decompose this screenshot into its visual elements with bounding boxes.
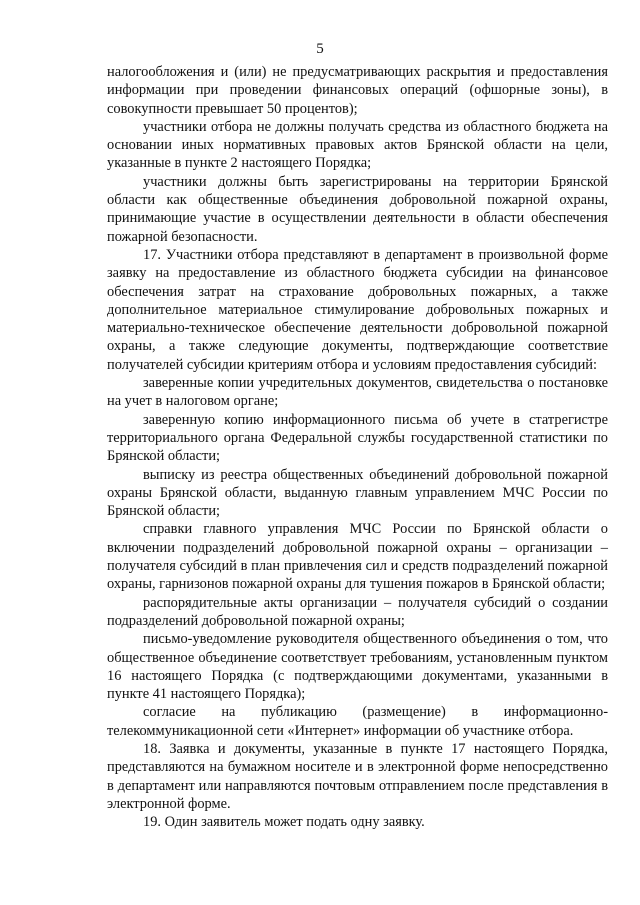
paragraph-offshore-continuation: налогообложения и (или) не предусматривающих раскрытия и предоставления информации при проведении финансовых операций (офшорные зоны), в совокупности превышает 50 процентов); — [107, 64, 608, 117]
paragraph-emergency-ministry-certificates: справки главного управления МЧС России по Брянской области о включении подразделений добровольной пожарной охраны – организации – получателя субсидий в план привлечения сил и средств подразделений пожарной охраны, гарнизонов пожарной охраны для тушения пожаров в Брянской области; — [107, 521, 608, 593]
paragraph-administrative-acts: распорядительные акты организации – получателя субсидий о создании подразделений добровольной пожарной охраны; — [107, 594, 608, 629]
paragraph-notification-letter: письмо-уведомление руководителя общественного объединения о том, что общественное объединение соответствует требованиям, установленным пунктом 16 настоящего Порядка (с подтверждающими документами, указанными в пункте 41 настоящего Порядка); — [107, 631, 608, 703]
paragraph-section-18: 18. Заявка и документы, указанные в пункте 17 настоящего Порядка, представляются на бумажном носителе и в электронной форме непосредственно в департамент или направляются почтовым отправлением после представления в электронной форме. — [107, 740, 608, 812]
paragraph-section-19: 19. Один заявитель может подать одну заявку. — [143, 814, 425, 831]
paragraph-statistics-letter: заверенную копию информационного письма об учете в статрегистре территориального органа Федеральной службы государственной статистики по Брянской области; — [107, 411, 608, 465]
paragraph-no-other-funds: участники отбора не должны получать средства из областного бюджета на основании иных нормативных правовых актов Брянской области на цели, указанные в пункте 2 настоящего Порядка; — [107, 118, 608, 172]
paragraph-publication-consent: согласие на публикацию (размещение) в информационно-телекоммуникационной сети «Интернет» информации об участнике отбора. — [107, 704, 608, 739]
page-number: 5 — [316, 41, 324, 57]
paragraph-founding-documents: заверенные копии учредительных документов, свидетельства о постановке на учет в налоговом органе; — [107, 375, 608, 410]
paragraph-section-17: 17. Участники отбора представляют в департамент в произвольной форме заявку на предоставление из областного бюджета субсидии на финансовое обеспечения затрат на страхование добровольных пожарных, а также дополнительное материальное стимулирование добровольных пожарных и материально-техническое обеспечение деятельности добровольной пожарной охраны, а также следующие документы, подтверждающие соответствие получателей субсидии критериям отбора и условиям предоставления субсидий: — [107, 246, 608, 373]
paragraph-registration-requirement: участники должны быть зарегистрированы на территории Брянской области как общественные объединения добровольной пожарной охраны, принимающие участие в осуществлении деятельности в области обеспечения пожарной безопасности. — [107, 173, 608, 245]
paragraph-registry-extract: выписку из реестра общественных объединений добровольной пожарной охраны Брянской области, выданную главным управлением МЧС России по Брянской области; — [107, 466, 608, 520]
document-body — [107, 63, 608, 831]
